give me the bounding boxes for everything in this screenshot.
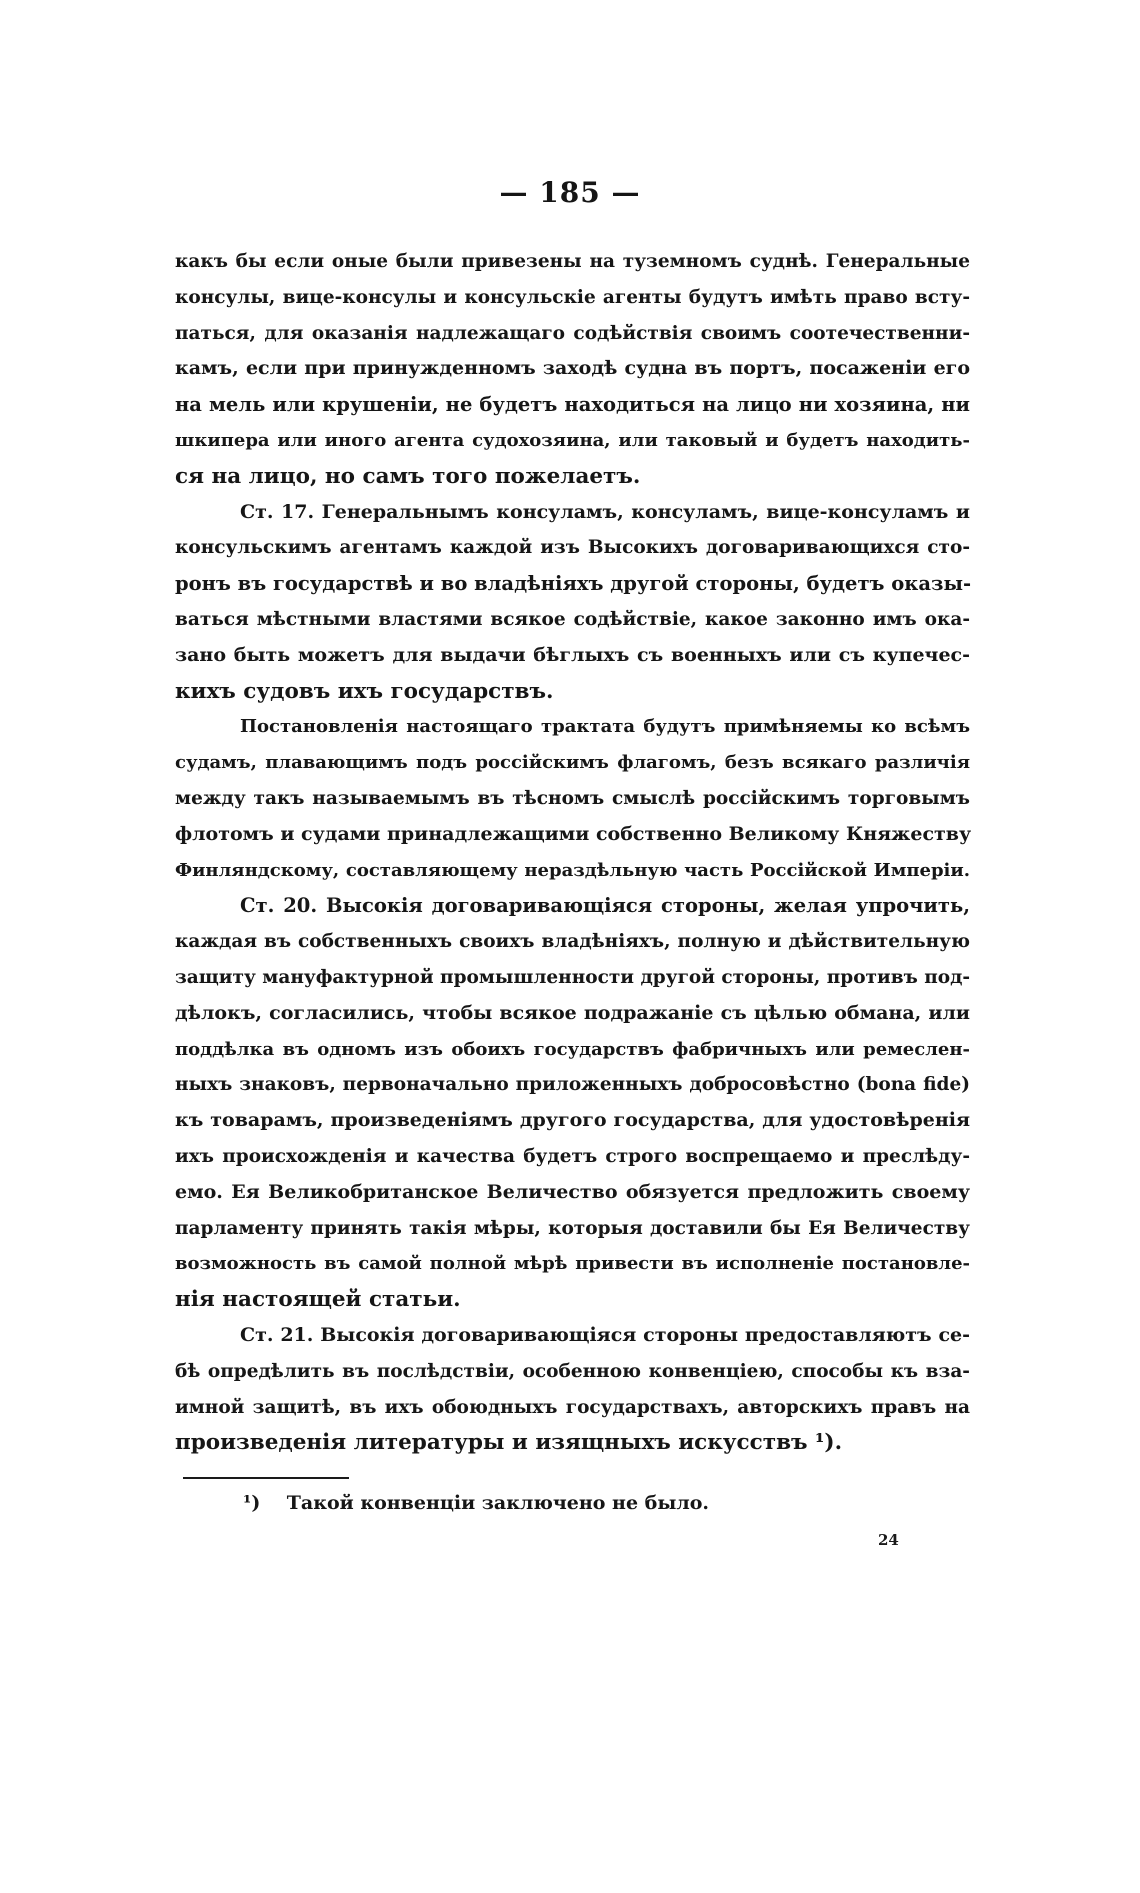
text-line: ныхъ знаковъ, первоначально приложенныхъ добросовѣстно (bona fide) <box>175 1074 970 1096</box>
text-line: консулы, вице-консулы и консульскіе агенты будутъ имѣть право всту- <box>175 286 970 308</box>
text-line: кихъ судовъ ихъ государствъ. <box>175 678 554 704</box>
footnote-text: Такой конвенціи заключено не было. <box>286 1492 710 1514</box>
text-line: между такъ называемымъ въ тѣсномъ смыслѣ россійскимъ торговымъ <box>175 787 970 809</box>
text-line: нія настоящей статьи. <box>175 1287 461 1313</box>
text-line: зано быть можетъ для выдачи бѣглыхъ съ военныхъ или съ купечес- <box>175 643 970 666</box>
text-line: Финляндскому, составляющему нераздѣльную часть Россійской Имперіи. <box>175 859 970 881</box>
text-line: парламенту принять такія мѣры, которыя доставили бы Ея Величеству <box>175 1217 970 1239</box>
text-line: возможность въ самой полной мѣрѣ привести въ исполненіе постановле- <box>175 1253 970 1275</box>
text-line: консульскимъ агентамъ каждой изъ Высокихъ договаривающихся сто- <box>175 537 970 559</box>
text-line: камъ, если при принужденномъ заходѣ судна въ портъ, посаженіи его <box>175 357 970 380</box>
text-line: какъ бы если оные были привезены на туземномъ суднѣ. Генеральные <box>175 251 970 272</box>
text-line: произведенія литературы и изящныхъ искусствъ ¹). <box>175 1430 843 1456</box>
text-line: защиту мануфактурной промышленности другой стороны, противъ под- <box>175 966 971 988</box>
text-line: къ товарамъ, произведеніямъ другого государства, для удостовѣренія <box>175 1109 970 1132</box>
text-line: бѣ опредѣлить въ послѣдствіи, особенною конвенціею, способы къ вза- <box>175 1360 970 1382</box>
text-line: поддѣлка въ одномъ изъ обоихъ государствъ фабричныхъ или ремеслен- <box>175 1038 970 1060</box>
text-line: имной защитѣ, въ ихъ обоюдныхъ государствахъ, авторскихъ правъ на <box>175 1396 970 1418</box>
text-line: паться, для оказанія надлежащаго содѣйствія своимъ соотечественни- <box>175 322 970 344</box>
article-17-heading-line: Ст. 17. Генеральнымъ консуламъ, консуламъ, вице-консуламъ и <box>240 500 970 523</box>
text-line: шкипера или иного агента судохозяина, или таковый и будетъ находить- <box>175 429 970 451</box>
text-line: на мель или крушеніи, не будетъ находиться на лицо ни хозяина, ни <box>175 393 970 417</box>
article-20-heading-line: Ст. 20. Высокія договаривающіяся стороны, желая упрочить, <box>240 894 970 918</box>
text-line: ваться мѣстными властями всякое содѣйствіе, какое законно имъ ока- <box>175 608 970 630</box>
paragraph-start-line: Постановленія настоящаго трактата будутъ примѣняемы ко всѣмъ <box>240 716 970 738</box>
text-line: судамъ, плавающимъ подъ россійскимъ флагомъ, безъ всякаго различія <box>175 752 970 774</box>
text-line: ся на лицо, но самъ того пожелаетъ. <box>175 463 641 489</box>
article-21-heading-line: Ст. 21. Высокія договаривающіяся стороны предоставляютъ се- <box>240 1323 970 1346</box>
text-line: ихъ происхожденія и качества будетъ строго воспрещаемо и преслѣду- <box>175 1145 970 1167</box>
text-line: емо. Ея Великобританское Величество обязуется предложить своему <box>175 1180 970 1203</box>
text-line: ронъ въ государствѣ и во владѣніяхъ другой стороны, будетъ оказы- <box>175 572 972 596</box>
signature-mark: 24 <box>878 1531 899 1549</box>
text-line: флотомъ и судами принадлежащими собственно Великому Княжеству <box>175 822 972 845</box>
page-number: — 185 — <box>499 176 641 209</box>
text-line: дѣлокъ, согласились, чтобы всякое подражаніе съ цѣлью обмана, или <box>175 1001 970 1024</box>
footnote <box>243 1492 709 1514</box>
body-text <box>175 244 970 1461</box>
footnote-divider <box>183 1477 349 1479</box>
text-line: каждая въ собственныхъ своихъ владѣніяхъ, полную и дѣйствительную <box>175 931 970 953</box>
footnote-marker: ¹) <box>243 1492 261 1514</box>
